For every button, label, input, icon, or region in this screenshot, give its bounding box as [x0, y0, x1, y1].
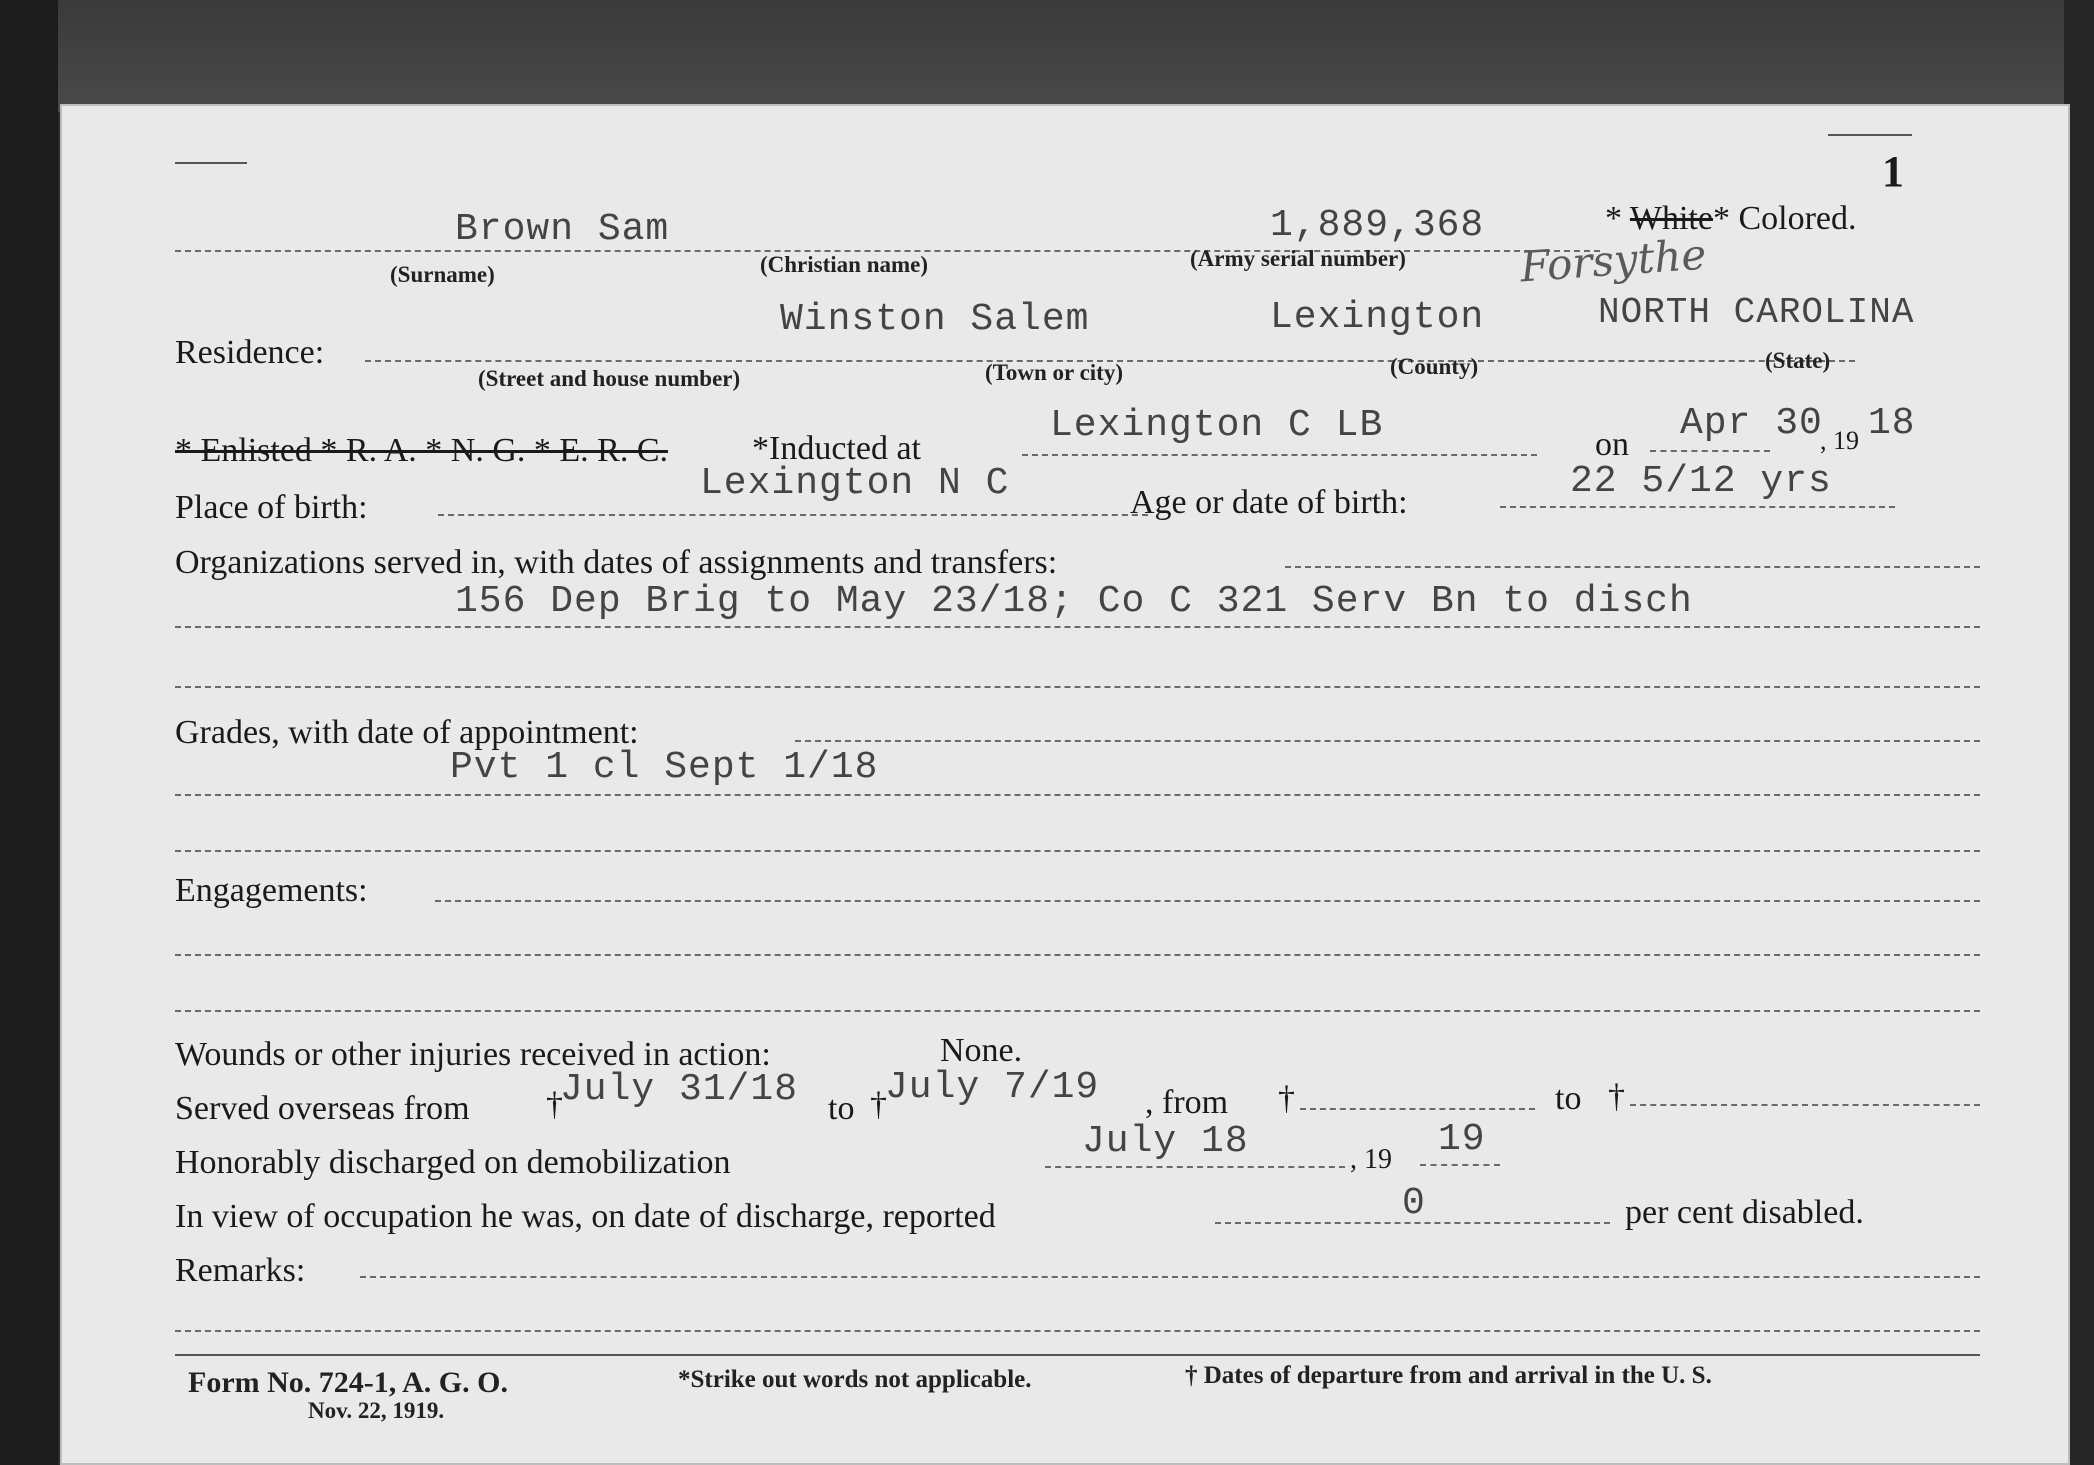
inducted-at-line — [1022, 454, 1537, 456]
grades-line-2 — [175, 850, 1980, 852]
surname-value: Brown Sam — [455, 208, 670, 251]
top-right-rule — [1828, 134, 1912, 136]
grades-line-1 — [175, 794, 1980, 796]
place-of-birth-line — [438, 514, 1148, 516]
overseas-dagger-2: † — [870, 1086, 887, 1123]
street-caption: (Street and house number) — [478, 366, 741, 391]
overseas-to2-line — [1630, 1104, 1980, 1106]
overseas-dagger-4: † — [1608, 1078, 1625, 1115]
footer-rule — [175, 1354, 1980, 1356]
service-record-card — [60, 104, 2070, 1465]
organizations-line-1 — [175, 626, 1980, 628]
overseas-dagger-3: † — [1278, 1080, 1295, 1117]
county-caption: (County) — [1390, 354, 1479, 379]
engagements-line-3 — [175, 1010, 1980, 1012]
inducted-date-line — [1650, 450, 1770, 452]
serial-number-caption: (Army serial number) — [1190, 246, 1406, 271]
top-left-rule — [175, 162, 247, 164]
disability-label: In view of occupation he was, on date of discharge, reported — [175, 1198, 996, 1235]
overseas-to2-label: to — [1555, 1080, 1582, 1117]
discharge-year-value: 19 — [1438, 1118, 1486, 1161]
remarks-line-2 — [175, 1330, 1980, 1332]
county-handwritten: Forsythe — [1518, 229, 1708, 292]
organizations-value: 156 Dep Brig to May 23/18; Co C 321 Serv Bn to disch — [455, 580, 1693, 623]
town-caption: (Town or city) — [985, 360, 1123, 385]
remarks-label: Remarks: — [175, 1252, 306, 1289]
organizations-label: Organizations served in, with dates of assignments and transfers: — [175, 544, 1058, 581]
race-colored: Colored. — [1738, 200, 1857, 237]
discharge-date-value: July 18 — [1082, 1120, 1249, 1163]
overseas-to-label: to — [828, 1090, 855, 1127]
inducted-year-prefix: , 19 — [1820, 426, 1859, 455]
inducted-date-value: Apr 30 — [1680, 402, 1823, 445]
scan-background-top — [0, 0, 2094, 112]
overseas-from2-label: , from — [1145, 1084, 1229, 1121]
grades-label-line — [795, 740, 1980, 742]
engagements-line-2 — [175, 954, 1980, 956]
residence-town-value: Winston Salem — [780, 298, 1090, 341]
race-white-struck: White — [1629, 200, 1713, 237]
grades-label: Grades, with date of appointment: — [175, 714, 639, 751]
remarks-line-1 — [360, 1276, 1980, 1278]
scan-background-left — [0, 0, 58, 1465]
discharge-year-line — [1420, 1164, 1500, 1166]
wounds-value: None. — [940, 1032, 1023, 1069]
age-line — [1500, 506, 1895, 508]
place-of-birth-value: Lexington N C — [700, 462, 1010, 505]
inducted-at-value: Lexington C LB — [1050, 404, 1384, 447]
enlistment-options-struck: * Enlisted * R. A. * N. G. * E. R. C. — [175, 432, 669, 469]
christian-name-caption: (Christian name) — [760, 252, 929, 277]
age-label: Age or date of birth: — [1130, 484, 1408, 521]
inducted-year-value: 18 — [1868, 402, 1916, 445]
age-value: 22 5/12 yrs — [1570, 460, 1832, 503]
engagements-label: Engagements: — [175, 872, 368, 909]
wounds-label: Wounds or other injuries received in action: — [175, 1036, 771, 1073]
overseas-to-value: July 7/19 — [885, 1066, 1100, 1109]
place-of-birth-label: Place of birth: — [175, 489, 368, 526]
discharge-date-line — [1045, 1166, 1345, 1168]
served-overseas-label: Served overseas from — [175, 1090, 470, 1127]
strike-out-note: *Strike out words not applicable. — [678, 1366, 1032, 1393]
dates-note: † Dates of departure from and arrival in the U. S. — [1185, 1362, 1712, 1389]
discharge-year-prefix: , 19 — [1350, 1144, 1392, 1175]
state-caption: (State) — [1765, 348, 1831, 373]
overseas-dagger-1: † — [546, 1086, 563, 1123]
inducted-at-label: *Inducted at — [752, 430, 921, 467]
surname-caption: (Surname) — [390, 262, 495, 287]
form-date: Nov. 22, 1919. — [308, 1398, 445, 1423]
serial-number-value: 1,889,368 — [1270, 204, 1485, 247]
inducted-on-label: on — [1595, 426, 1629, 463]
grades-value: Pvt 1 cl Sept 1/18 — [450, 746, 879, 789]
residence-county-value: Lexington — [1270, 296, 1485, 339]
disability-value: 0 — [1402, 1182, 1426, 1225]
discharge-label: Honorably discharged on demobilization — [175, 1144, 731, 1181]
disability-suffix: per cent disabled. — [1625, 1194, 1864, 1231]
race-field: * White* Colored. — [1605, 200, 1857, 237]
organizations-label-line — [1285, 566, 1980, 568]
residence-label: Residence: — [175, 334, 325, 371]
organizations-line-2 — [175, 686, 1980, 688]
overseas-from-value: July 31/18 — [560, 1068, 799, 1111]
overseas-from2-line — [1300, 1108, 1535, 1110]
residence-state-value: NORTH CAROLINA — [1598, 292, 1915, 333]
card-number: 1 — [1882, 147, 1904, 196]
form-number: Form No. 724-1, A. G. O. — [188, 1366, 508, 1399]
engagements-line-1 — [435, 900, 1980, 902]
